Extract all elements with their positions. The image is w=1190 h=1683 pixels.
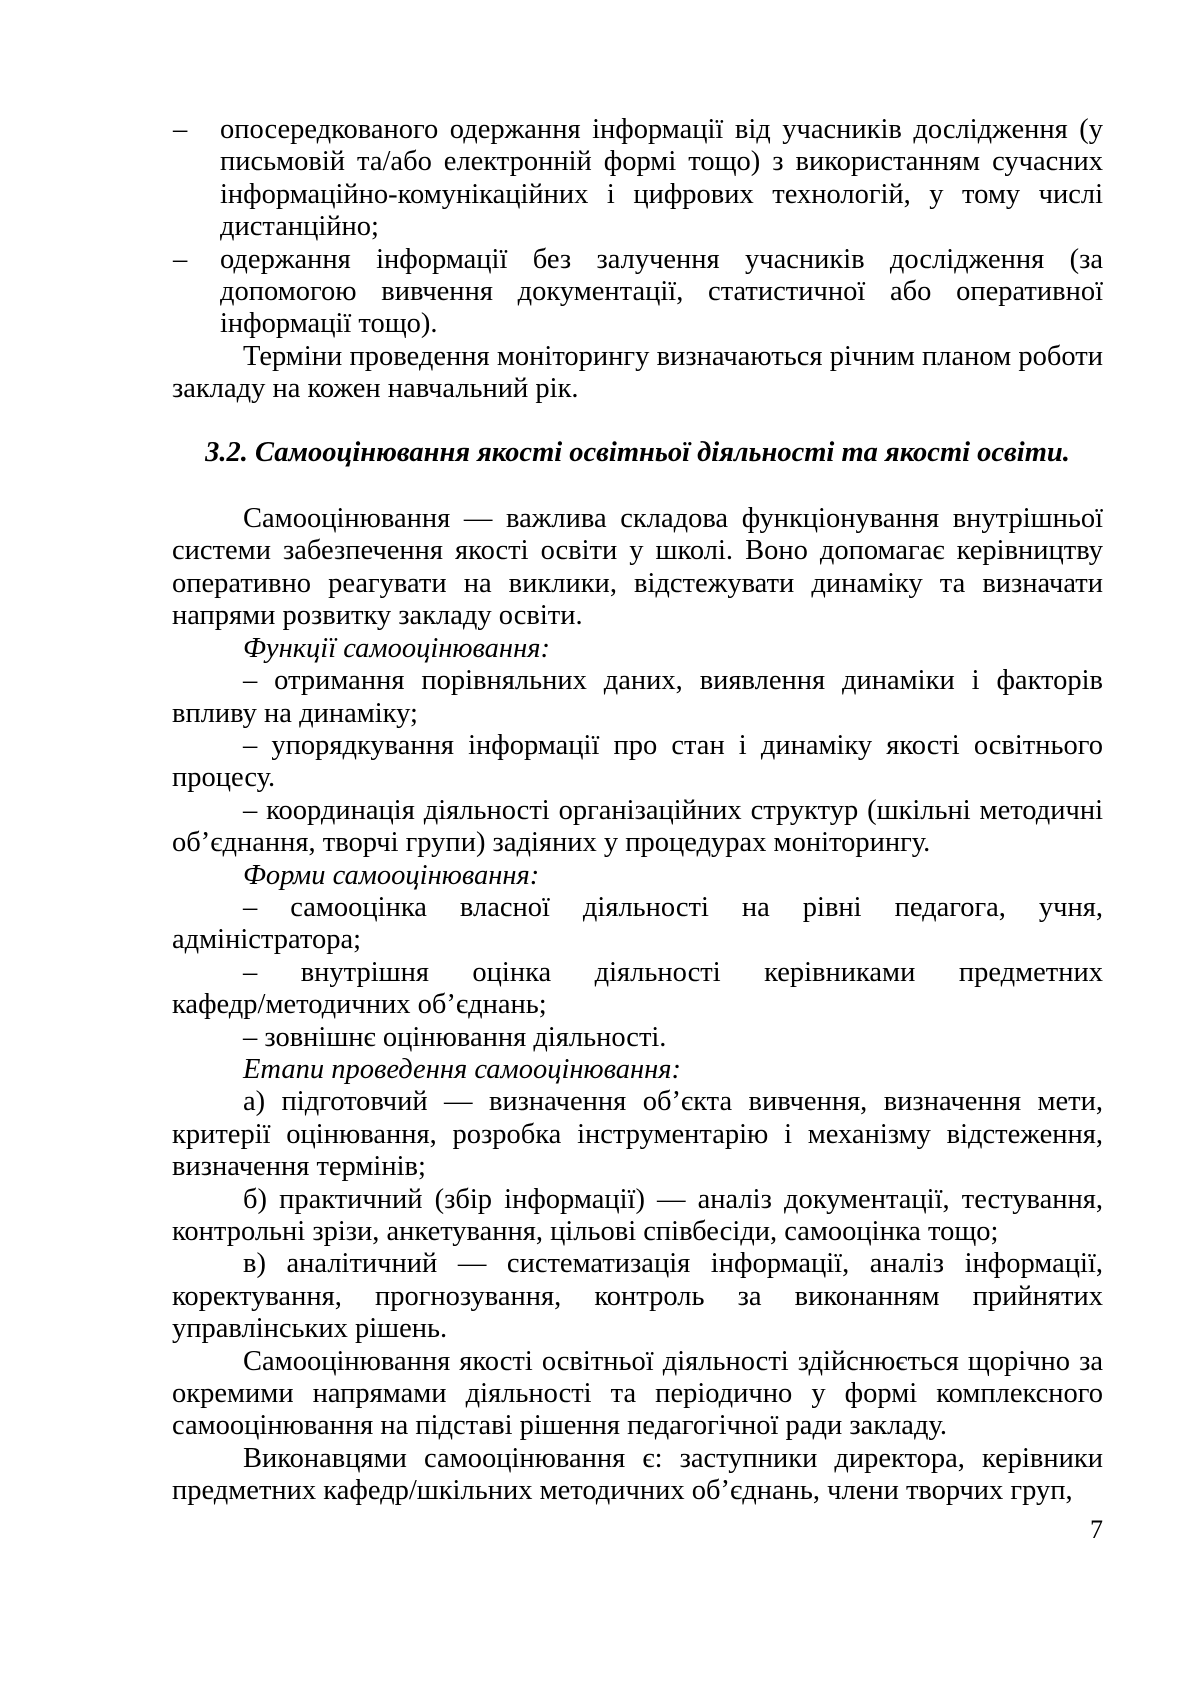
text-line: впливу на динаміку; (172, 697, 418, 729)
text-line: – самооцінка власної діяльності на рівні педагога, учня, (243, 891, 1103, 923)
text-line: критерії оцінювання, розробка інструментарію і механізму відстеження, (172, 1118, 1103, 1150)
text-line: дистанційно; (220, 211, 379, 243)
text-line: кафедр/методичних об’єднань; (172, 989, 547, 1021)
para-stages-label (172, 1054, 1103, 1086)
text-line: в) аналітичний — систематизація інформації, аналіз інформації, (243, 1248, 1103, 1280)
text-line: опосередкованого одержання інформації від учасників дослідження (у (220, 114, 1103, 145)
text-line: предметних кафедр/шкільних методичних об’єднань, члени творчих груп, (172, 1475, 1073, 1507)
text-line: визначення термінів; (172, 1151, 426, 1183)
para-function-coordination (172, 795, 1103, 860)
para-selfassessment-intro (172, 503, 1103, 633)
text-line: адміністратора; (172, 924, 362, 956)
text-line: одержання інформації без залучення учасників дослідження (за (220, 243, 1103, 275)
text-line: напрями розвитку закладу освіти. (172, 600, 583, 632)
para-executors (172, 1443, 1103, 1508)
para-stage-preparatory (172, 1086, 1103, 1183)
para-form-external-evaluation (172, 1022, 1103, 1054)
document-content (172, 114, 1103, 1508)
bullet-dash-marker: – (173, 114, 188, 145)
text-line: Етапи проведення самооцінювання: (243, 1053, 682, 1085)
text-line: самооцінювання на підставі рішення педагогічної ради закладу. (172, 1410, 947, 1442)
para-annual-selfassessment (172, 1346, 1103, 1443)
text-line: Форми самооцінювання: (243, 859, 540, 891)
text-line: – упорядкування інформації про стан і динаміку якості освітнього (243, 729, 1103, 761)
text-line: Самооцінювання якості освітньої діяльності здійснюється щорічно за (243, 1345, 1103, 1377)
text-line: Самооцінювання — важлива складова функціонування внутрішньої (243, 503, 1103, 535)
text-line: Терміни проведення моніторингу визначаються річним планом роботи (243, 340, 1103, 372)
text-line: Функції самооцінювання: (243, 632, 550, 664)
text-line: допомогою вивчення документації, статистичної або оперативної (220, 276, 1103, 308)
para-functions-label (172, 633, 1103, 665)
text-line: управлінських рішень. (172, 1313, 448, 1345)
para-stage-practical (172, 1184, 1103, 1249)
para-form-internal-evaluation (172, 957, 1103, 1022)
text-line: – координація діяльності організаційних структур (шкільні методичні (243, 794, 1103, 826)
text-line: закладу на кожен навчальний рік. (172, 373, 579, 405)
text-line: окремими напрямами діяльності та періодично у формі комплексного (172, 1378, 1103, 1410)
text-line: коректування, прогнозування, контроль за виконанням прийнятих (172, 1280, 1103, 1312)
para-monitoring-terms (172, 341, 1103, 406)
para-stage-analytical (172, 1248, 1103, 1345)
para-form-self-evaluation (172, 892, 1103, 957)
page-number: 7 (1090, 1514, 1103, 1544)
text-line: а) підготовчий — визначення об’єкта вивчення, визначення мети, (243, 1086, 1103, 1118)
text-line: контрольні зрізи, анкетування, цільові співбесіди, самооцінка тощо; (172, 1216, 999, 1247)
text-line: процесу. (172, 762, 276, 794)
text-line: системи забезпечення якості освіти у школі. Воно допомагає керівництву (172, 535, 1103, 567)
text-line: Виконавцями самооцінювання є: заступники директора, керівники (243, 1442, 1103, 1474)
section-heading-3-2: 3.2. Самооцінювання якості освітньої діяльності та якості освіти. (205, 436, 1070, 468)
bullet-dash-marker: – (173, 243, 188, 275)
text-line: – отримання порівняльних даних, виявлення динаміки і факторів (243, 665, 1103, 697)
text-line: письмовій та/або електронній формі тощо) з використанням сучасних (220, 146, 1103, 178)
text-line: б) практичний (збір інформації) — аналіз документації, тестування, (243, 1183, 1103, 1215)
text-line: інформаційно-комунікаційних і цифрових технологій, у тому числі (220, 178, 1103, 210)
para-function-ordering-information (172, 730, 1103, 795)
para-forms-label (172, 860, 1103, 892)
text-line: об’єднання, творчі групи) задіяних у процедурах моніторингу. (172, 827, 931, 859)
text-line: інформації тощо). (220, 308, 438, 340)
bullet-information-without-participants (172, 244, 1103, 341)
para-function-comparative-data (172, 665, 1103, 730)
text-line: – внутрішня оцінка діяльності керівниками предметних (243, 956, 1103, 988)
text-line: оперативно реагувати на виклики, відстежувати динаміку та визначати (172, 567, 1103, 599)
bullet-indirect-information (172, 114, 1103, 244)
text-line: – зовнішнє оцінювання діяльності. (243, 1021, 667, 1053)
